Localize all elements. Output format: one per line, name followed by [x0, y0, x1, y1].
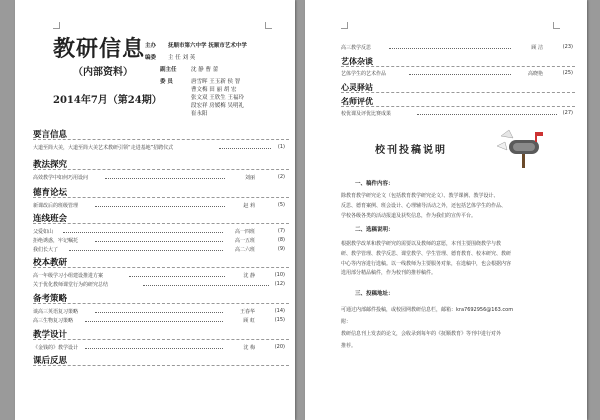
- toc-entry-title: 父爱如山: [33, 229, 54, 235]
- toc-entry-title: 新课改后的班级管理: [33, 203, 79, 209]
- notice-part3-heading: 三、投稿地址：: [355, 291, 394, 297]
- toc-entry[interactable]: [33, 237, 285, 243]
- toc-entry[interactable]: [33, 228, 285, 234]
- section-divider: [33, 223, 289, 224]
- members-row: 唐雪晖 王玉新 侯 智: [191, 79, 241, 85]
- toc-entry[interactable]: [33, 317, 285, 323]
- notice-part2-heading: 二、选稿说明：: [355, 227, 394, 233]
- toc-entry-title: 《金钱的》教学设计: [33, 345, 79, 351]
- right-page: [305, 0, 587, 420]
- toc-entry-page: (8): [277, 237, 285, 243]
- notice-line: 根据教学改革和教学研究的需要以及教师的意愿，本刊主要围绕教学与教: [341, 241, 502, 247]
- toc-entry-title: 高一年级学习小组建设推进方案: [33, 273, 104, 279]
- toc-entry-title: 关于优化教师课堂行为的研究总结: [33, 282, 109, 288]
- toc-section-heading: 校本教研: [33, 258, 68, 268]
- toc-entry-author: 刘丽: [244, 175, 255, 181]
- toc-entry-page: (1): [277, 144, 285, 150]
- notice-line: 反思、德育案例、班会设计、心理辅导活动之外，还包括艺体学生的作品、: [341, 202, 507, 209]
- toc-entry-page: (14): [274, 308, 285, 314]
- vice: 沈 静 曹 蕾: [191, 67, 219, 73]
- toc-entry-author: 顾 虹: [243, 318, 255, 324]
- toc-entry-title: 高效教学中如何巧用设问: [33, 175, 89, 181]
- notice-part3-text: [341, 304, 513, 352]
- toc-entry-page: (15): [274, 317, 285, 323]
- toc-entry-author: 沈 梅: [243, 345, 255, 351]
- toc-entry-author: 高晓艳: [527, 71, 543, 77]
- toc-entry[interactable]: [33, 202, 285, 208]
- toc-entry[interactable]: [33, 272, 285, 278]
- section-divider: [341, 106, 575, 107]
- toc-entry[interactable]: [33, 281, 285, 287]
- toc-entry-author: 高一四班: [234, 229, 255, 235]
- section-divider: [33, 169, 289, 170]
- left-page: [15, 0, 295, 420]
- toc-entry-title: 大道至简大美，大道至简大美艺术教研引领“走进基地”招聘仪式: [33, 145, 174, 151]
- notice-line: 学校各级各类的活动报道及获奖信息，作为我们的宣传平台。: [341, 212, 477, 219]
- vice-label: 副主任: [160, 67, 177, 73]
- members-label: 委 员: [160, 79, 173, 85]
- page-subtitle: （内部资料）: [73, 67, 133, 78]
- toc-entry[interactable]: [33, 174, 285, 180]
- toc-section-heading: 要言信息: [33, 130, 68, 140]
- corner-mark: [341, 22, 348, 29]
- toc-entry-page: (10): [274, 272, 285, 278]
- members-row: 曹文梅 田 丽 胡 宏: [191, 87, 237, 93]
- section-divider: [33, 197, 289, 198]
- toc-section-heading: 名师评优: [341, 97, 373, 106]
- toc-entry-title: 高三教学反思: [341, 45, 372, 51]
- toc-entry-page: (9): [277, 246, 285, 252]
- toc-entry-author: 赵 莉: [243, 203, 255, 209]
- toc-entry-title: 校优课及评优比赛成果: [341, 111, 392, 117]
- issue-label: 2014年7月（第24期）: [53, 95, 162, 106]
- toc-entry-page: (20): [274, 344, 285, 350]
- notice-line: 中心等内容进行选稿。以一线教师为主要服务对象，在选稿中，也会根据内容: [341, 260, 512, 267]
- toc-entry[interactable]: [341, 110, 573, 116]
- notice-part2-text: [341, 240, 511, 279]
- toc-entry-page: (7): [277, 228, 285, 234]
- section-divider: [33, 303, 289, 304]
- toc-entry-title: 艺体学生的艺术作品: [341, 71, 387, 77]
- toc-section-heading: 心灵驿站: [341, 83, 373, 92]
- section-divider: [33, 339, 289, 340]
- notice-part1-heading: 一、稿件内容：: [355, 181, 394, 187]
- toc-entry-page: (27): [562, 110, 573, 116]
- toc-entry-page: (12): [274, 281, 285, 287]
- organizer-label: 主办: [145, 43, 157, 49]
- toc-entry-title: 谈高三英语复习策略: [33, 309, 79, 315]
- editor: 主 任 刘 英: [168, 55, 196, 61]
- toc-entry-page: (5): [277, 202, 285, 208]
- notice-line: 除教育教学研究论文（包括教育教学研究论文）、教学课例、教学设计、: [341, 193, 499, 199]
- toc-entry-page: (25): [562, 70, 573, 76]
- notice-line: 教研信息刊上发表的论文，会收录到每年的《抚顺教育》等刊中进行对外: [341, 331, 502, 337]
- toc-entry[interactable]: [33, 308, 285, 314]
- notice-line: 附：: [341, 319, 352, 325]
- toc-section-heading: 课后反思: [33, 356, 68, 366]
- toc-section-heading: 德育论坛: [33, 188, 68, 198]
- corner-mark: [553, 22, 560, 29]
- toc-entry-title: 拒绝诱惑，牢记嘱托: [33, 238, 79, 244]
- toc-entry-title: 我们长大了: [33, 247, 59, 253]
- notice-heading: 校刊投稿说明: [375, 145, 447, 156]
- section-divider: [33, 267, 289, 268]
- toc-section-heading: 备考策略: [33, 294, 68, 304]
- section-divider: [33, 139, 289, 140]
- organizer: 抚顺市第六中学 抚顺市艺术中学: [168, 43, 247, 49]
- corner-mark: [53, 22, 60, 29]
- members-row: 段宏祥 房媛梅 吴明礼: [191, 103, 244, 109]
- section-divider: [33, 365, 289, 366]
- editor-label: 编委: [145, 55, 157, 61]
- toc-entry-author: 王春华: [239, 309, 255, 315]
- corner-mark: [265, 22, 272, 29]
- members-row: 崔永阳: [191, 111, 208, 117]
- toc-section-heading: 艺体杂谈: [341, 57, 373, 66]
- toc-section-heading: 连线班会: [33, 214, 68, 224]
- notice-line: 推荐。: [341, 343, 357, 349]
- notice-part1-text: [341, 192, 506, 221]
- mailbox-icon: [495, 126, 551, 170]
- toc-entry[interactable]: [33, 344, 285, 350]
- toc-entry[interactable]: [33, 246, 285, 252]
- toc-section-heading: 教学设计: [33, 330, 68, 340]
- toc-entry[interactable]: [341, 44, 573, 50]
- notice-line: 可通过内部邮件投稿，或校园网教研信息栏，邮箱：kra7692956@163.com: [341, 307, 514, 313]
- toc-entry-author: 沈 静: [243, 273, 255, 279]
- toc-entry[interactable]: [341, 70, 573, 76]
- notice-line: 选用部分精品稿件，作为校刊的推荐稿件。: [341, 270, 437, 277]
- toc-entry-author: 顾 洁: [531, 45, 543, 51]
- section-divider: [341, 66, 575, 67]
- notice-line: 研、教学管理、教学反思、课堂教学、学生管理、德育教育、校本研究、教研: [341, 250, 512, 257]
- section-divider: [341, 92, 575, 93]
- toc-entry-author: 高二六班: [234, 247, 255, 253]
- toc-entry-page: (23): [562, 44, 573, 50]
- page-title: 教研信息: [53, 36, 146, 62]
- toc-entry[interactable]: [33, 144, 285, 150]
- toc-entry-title: 高三生物复习策略: [33, 318, 74, 324]
- toc-entry-author: 高一五班: [234, 238, 255, 244]
- toc-entry-page: (2): [277, 174, 285, 180]
- toc-section-heading: 教法探究: [33, 160, 68, 170]
- members-row: 张文双 王欣生 王福玲: [191, 95, 244, 101]
